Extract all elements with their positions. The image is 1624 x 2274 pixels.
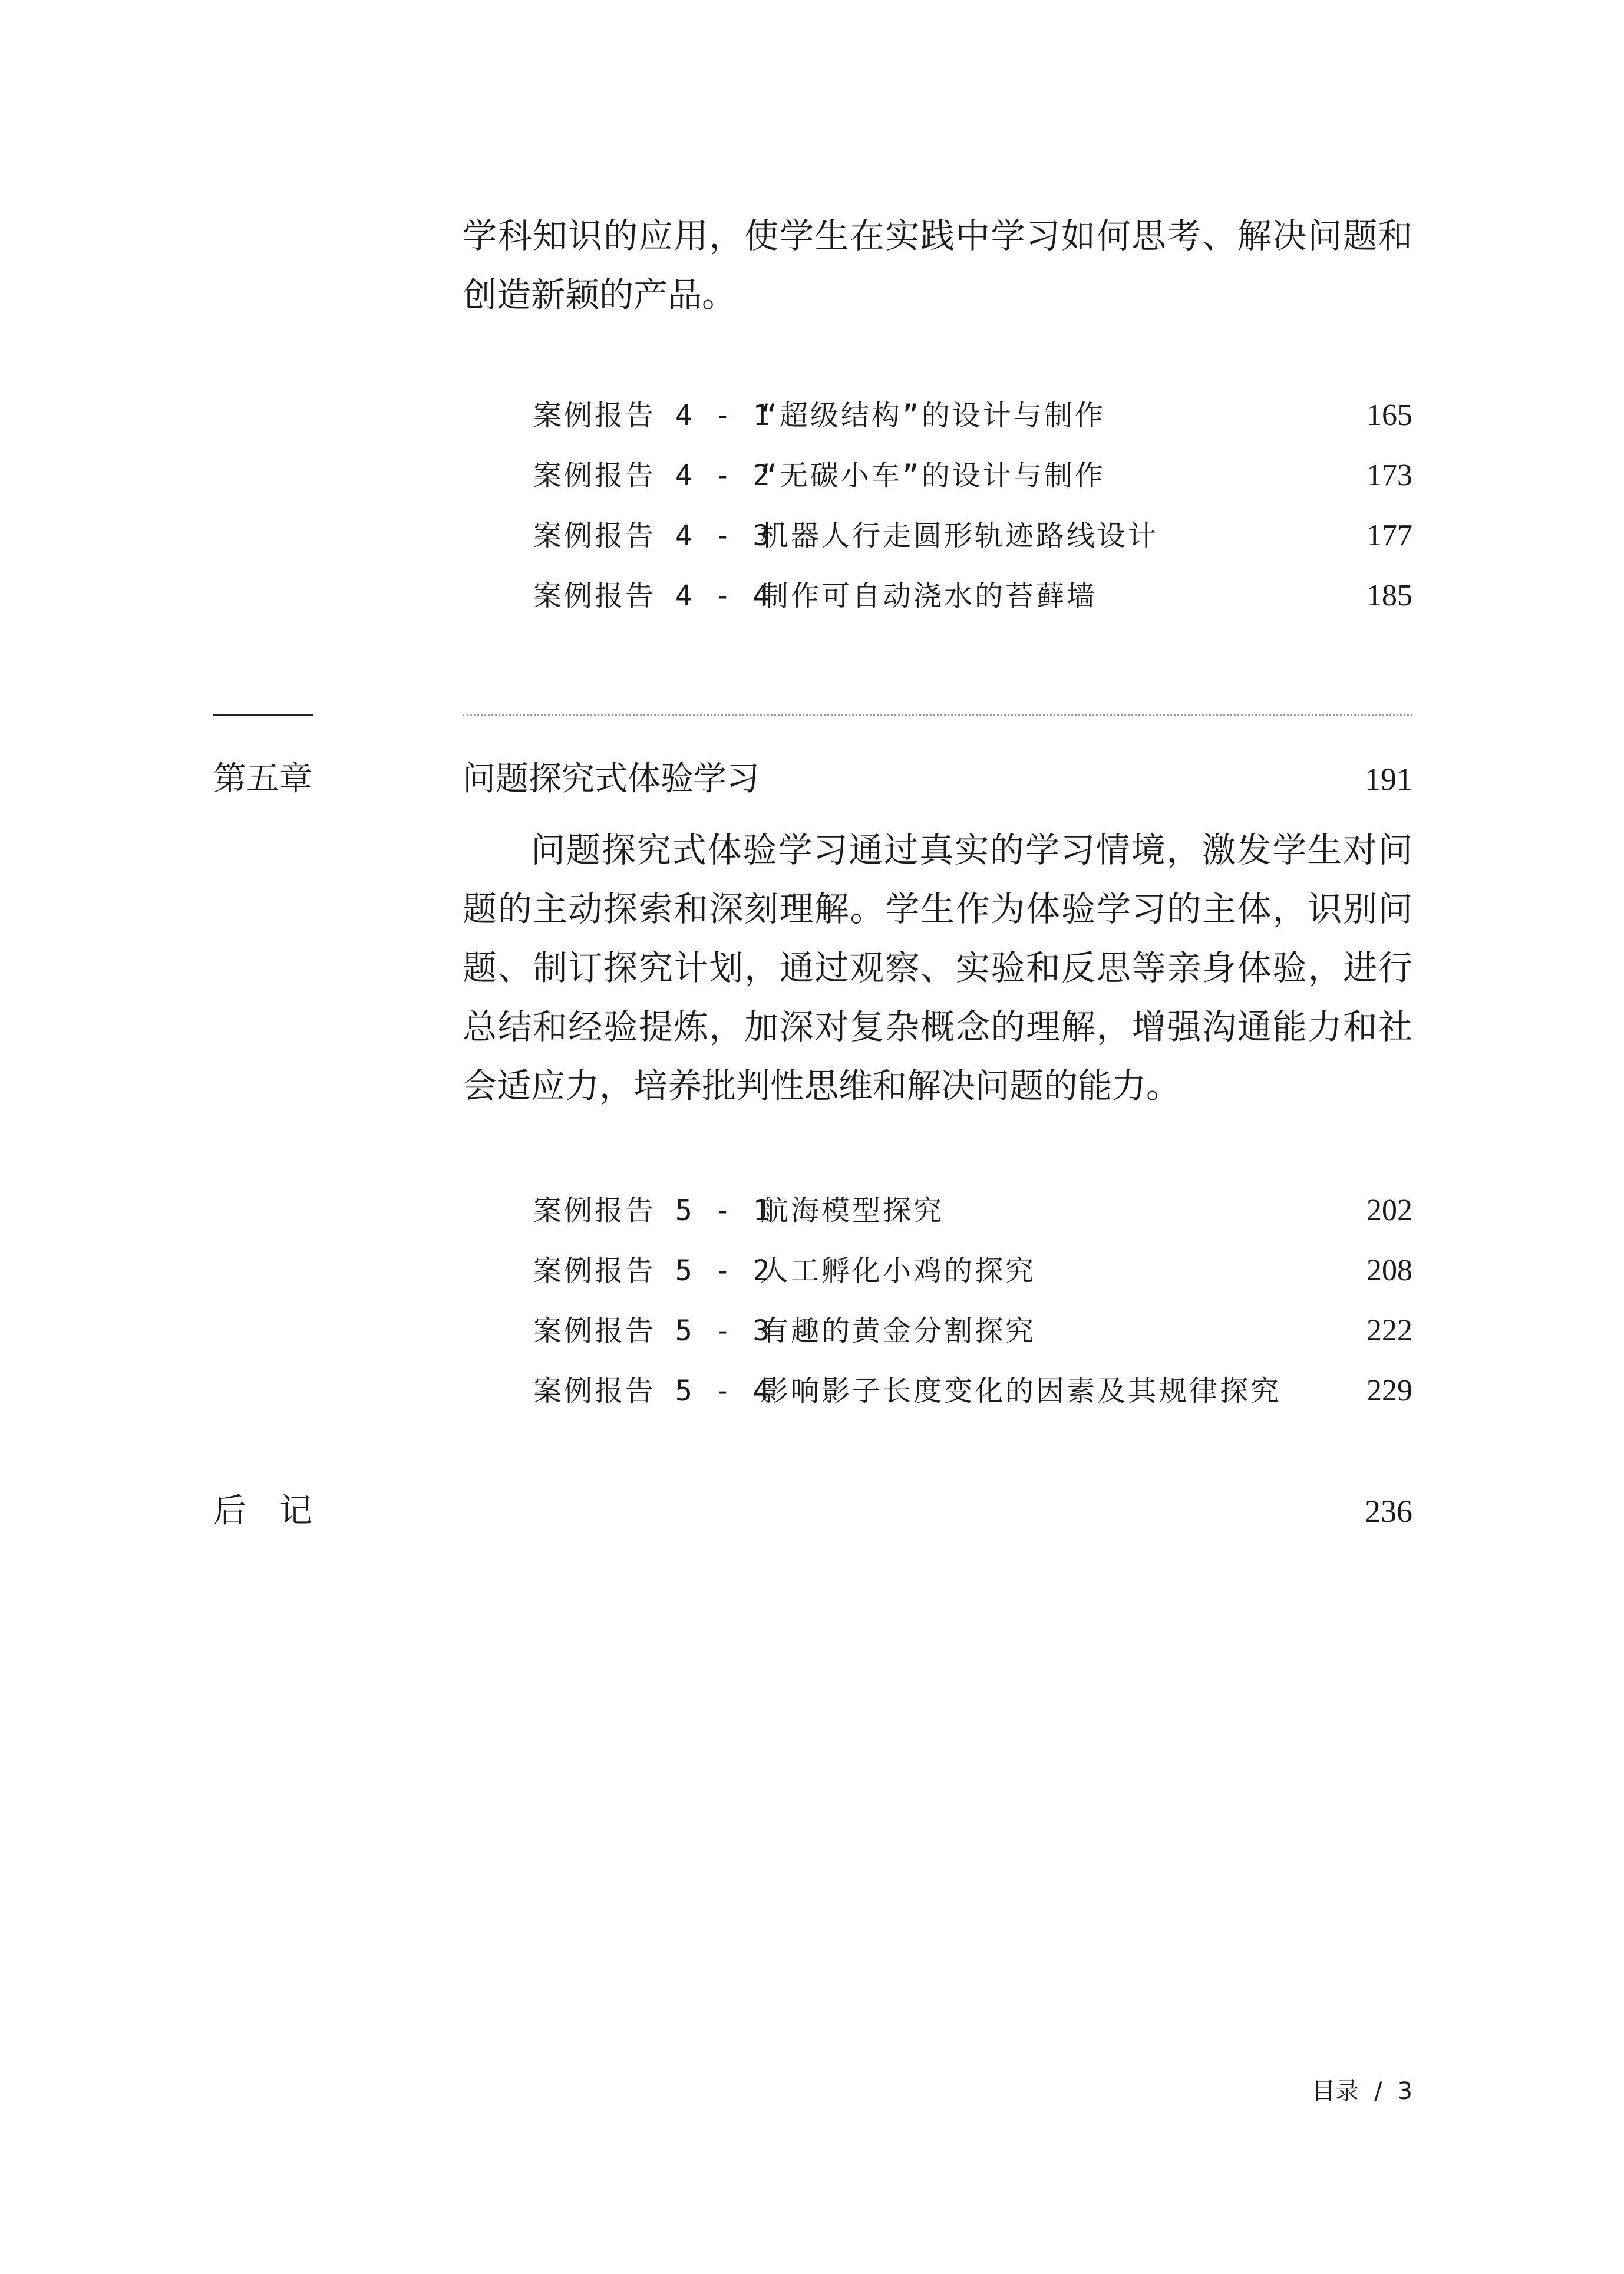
case-title: 有趣的黄金分割探究 [760,1314,1037,1347]
case-id: 案例报告 4 - 3 [533,519,773,552]
case-title: “超级结构”的设计与制作 [760,399,1105,432]
chapter-title[interactable]: 问题探究式体验学习 [463,760,760,798]
case-id: 案例报告 4 - 1 [533,399,773,432]
case-title: 影响影子长度变化的因素及其规律探究 [760,1375,1282,1408]
case-id: 案例报告 4 - 2 [533,459,773,492]
case-title: 制作可自动浇水的苔藓墙 [760,579,1098,612]
case-title: 机器人行走圆形轨迹路线设计 [760,519,1159,552]
case-id: 案例报告 5 - 3 [533,1314,773,1347]
afterword-page-number: 236 [1365,1494,1412,1529]
page-number: 208 [1366,1254,1412,1287]
toc-entry-case-4-1[interactable] [533,392,1412,439]
toc-entry-case-4-4[interactable] [533,572,1412,619]
page-footer [1312,2074,1412,2109]
case-id: 案例报告 5 - 1 [533,1194,773,1227]
intro-paragraph: 学科知识的应用，使学生在实践中学习如何思考、解决问题和创造新颖的产品。 [463,216,1412,315]
case-id: 案例报告 5 - 2 [533,1254,773,1287]
toc-entry-case-4-3[interactable] [533,512,1412,559]
toc-entry-case-5-3[interactable] [533,1307,1412,1354]
chapter-label: 第五章 [213,760,312,798]
case-id: 案例报告 4 - 4 [533,579,773,612]
footer-section: 目录 [1312,2078,1359,2105]
chapter-divider-dotted [463,714,1412,716]
page-number: 177 [1366,519,1412,552]
afterword-label[interactable]: 后 记 [213,1492,312,1530]
toc-entry-case-5-4[interactable] [533,1367,1412,1415]
chapter-divider-solid [213,714,313,716]
page-number: 173 [1366,459,1412,492]
page-number: 202 [1366,1194,1412,1227]
footer-page-number: 3 [1397,2078,1412,2105]
case-title: 人工孵化小鸡的探究 [760,1254,1037,1287]
case-title: “无碳小车”的设计与制作 [760,459,1105,492]
footer-separator: / [1374,2078,1382,2105]
chapter-description: 问题探究式体验学习通过真实的学习情境，激发学生对问题的主动探索和深刻理解。学生作为体验学习的主体，识别问题、制订探究计划，通过观察、实验和反思等亲身体验，进行总结和经验提炼，加深对复杂概念的理解，增强沟通能力和社会适应力，培养批判性思维和解决问题的能力。 [463,830,1412,1106]
page-number: 185 [1366,579,1412,612]
page-number: 165 [1366,398,1412,432]
toc-entry-case-4-2[interactable] [533,452,1412,499]
case-title: 航海模型探究 [760,1194,945,1227]
toc-entry-case-5-2[interactable] [533,1247,1412,1294]
page-number: 229 [1366,1374,1412,1408]
chapter-page-number: 191 [1365,762,1412,797]
case-id: 案例报告 5 - 4 [533,1375,773,1408]
toc-entry-case-5-1[interactable] [533,1187,1412,1234]
page-number: 222 [1366,1314,1412,1347]
